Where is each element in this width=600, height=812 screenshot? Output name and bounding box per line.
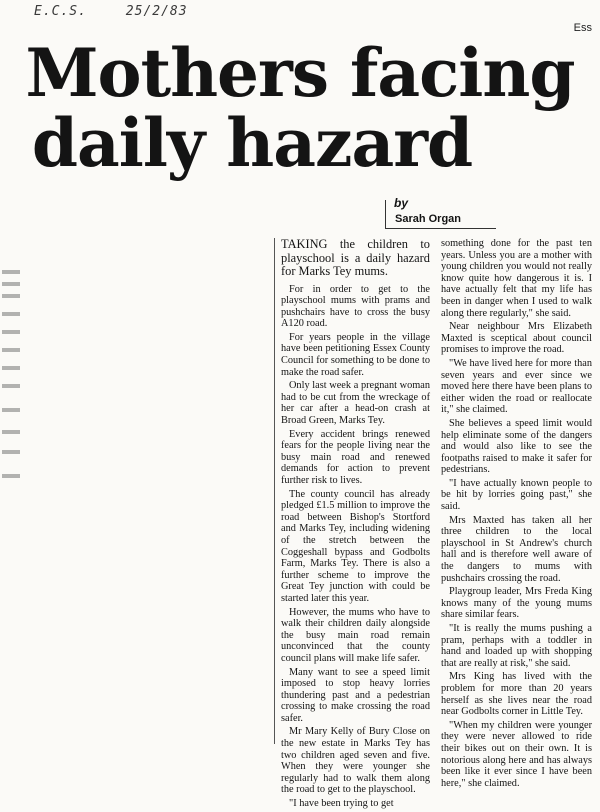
paragraph: Mrs Maxted has taken all her three children to the local playschool in St Andrew's church hall and is therefore well aware of the dangers to mums with pushchairs crossing the road.: [441, 514, 592, 584]
paragraph: something done for the past ten years. Unless you are a mother with young children you would not really know quite how dangerous it is. I have actually felt that my life has been in danger when I used to walk along there regularly," she said.: [441, 238, 592, 319]
paragraph: Near neighbour Mrs Elizabeth Maxted is sceptical about council promises to improve the road.: [441, 321, 592, 356]
bleed-through-marks: [0, 260, 22, 500]
byline-author: Sarah Organ: [395, 213, 462, 225]
paragraph: The county council has already pledged £1.5 million to improve the road between Bishop's Stortford and Marks Tey, including widening of the stretch between the Coggeshall bypass and Godbolts Farm, Marks Tey. There is also a further scheme to improve the Great Tey junction with could be started later this year.: [281, 488, 430, 604]
corner-mark: Ess: [573, 22, 592, 34]
paragraph: Many want to see a speed limit imposed to stop heavy lorries thundering past and a pedestrian crossing to make crossing the road safer.: [281, 666, 430, 724]
paragraph: Every accident brings renewed fears for the people living near the busy main road and renewed demands for action to prevent further risk to lives.: [281, 428, 430, 486]
paragraph: Mrs King has lived with the problem for more than 20 years herself as she lives near the road near Godbolts corner in Little Tey.: [441, 671, 592, 718]
handwritten-annotation: [34, 4, 218, 19]
paragraph: "I have been trying to get: [289, 798, 394, 810]
paragraph: "We have lived here for more than seven years and ever since we moved here there have been plans to either widen the road or reallocate it," she claimed.: [441, 357, 592, 416]
annotation-source: E.C.S.: [34, 4, 87, 19]
headline: [0, 34, 600, 182]
lead-paragraph: TAKING the children to playschool is a daily hazard for Marks Tey mums.: [281, 237, 430, 278]
annotation-date: 25/2/83: [125, 4, 188, 19]
paragraph: Mr Mary Kelly of Bury Close on the new estate in Marks Tey has two children aged seven and five. When they were younger she regularly had to walk them along the road to get to the playschool.: [281, 726, 430, 796]
headline-line-1: Mothers facing: [25, 34, 575, 112]
paragraph: "It is really the mums pushing a pram, perhaps with a toddler in hand and loaded up with shopping that are really at risk," she said.: [441, 623, 592, 669]
paragraph: For in order to get to the playschool mums with prams and pushchairs have to cross the busy A120 road.: [281, 283, 430, 330]
paragraph: However, the mums who have to walk their children daily alongside the busy main road remain unconvinced that the county council plans will make life safer.: [281, 606, 430, 664]
headline-line-2: daily hazard: [31, 104, 473, 182]
column-rule: [274, 238, 275, 744]
paragraph: "When my children were younger they were never allowed to ride their bikes out on their own. It is notorious along here and has always been like it ever since I have been here," she claimed.: [441, 719, 592, 789]
paragraph: For years people in the village have been petitioning Essex County Council for something to be done to make the road safer.: [281, 331, 430, 378]
paragraph: She believes a speed limit would help eliminate some of the dangers and would also like to see the footpaths raised to make it safer for pedestrians.: [441, 417, 592, 476]
paragraph: Only last week a pregnant woman had to be cut from the wreckage of her car after a head-on crash at Broad Green, Marks Tey.: [281, 380, 430, 427]
paragraph: "I have actually known people to be hit by lorries going past," she said.: [441, 477, 592, 513]
byline-by: by: [394, 196, 409, 210]
article-column-1: [281, 238, 430, 812]
paragraph: Playgroup leader, Mrs Freda King knows many of the young mums share similar fears.: [441, 586, 592, 621]
article-column-2: [441, 238, 592, 791]
